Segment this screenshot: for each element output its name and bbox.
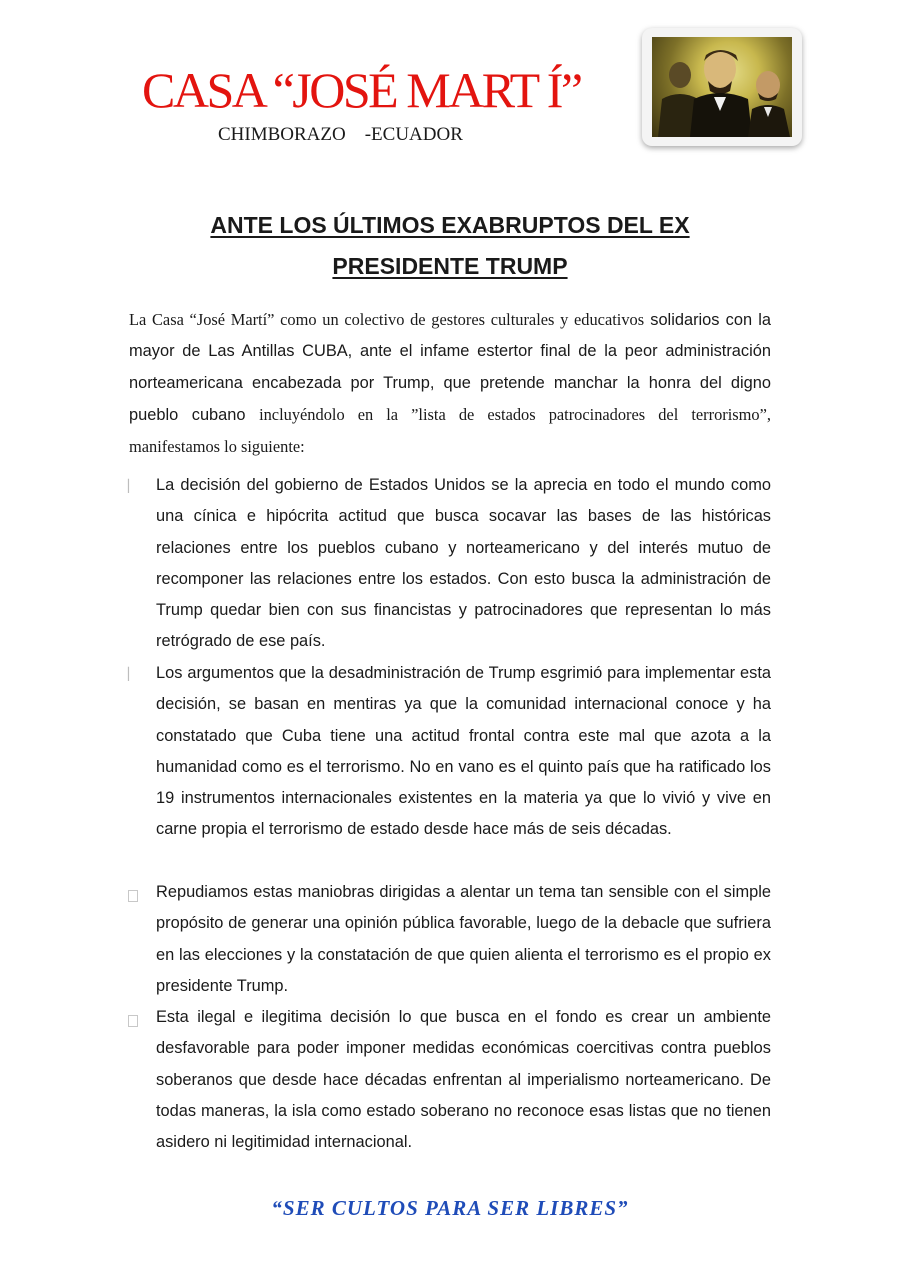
headline-line-1: ANTE LOS ÚLTIMOS EXABRUPTOS DEL EX xyxy=(210,212,690,238)
bullet-icon: ▏ xyxy=(128,479,138,493)
bullet-icon xyxy=(128,1015,138,1027)
intro-paragraph xyxy=(129,304,771,463)
logo-subtitle xyxy=(218,124,463,146)
portrait-photo-frame xyxy=(642,28,802,146)
portrait-figures-icon xyxy=(652,37,792,137)
declaration-item: Repudiamos estas maniobras dirigidas a alentar un tema tan sensible con el simple propósito de generar una opinión pública favorable, luego de la debacle que sufriera en las elecciones y la constatación de que quien alienta el terrorismo es el propio ex presidente Trump. xyxy=(156,883,771,995)
declaration-item: Esta ilegal e ilegitima decisión lo que busca en el fondo es crear un ambiente desfavorable para poder imponer medidas económicas coercitivas contra pueblos soberanos que desde hace décadas enfrentan al imperialismo norteamericano. De todas maneras, la isla como estado soberano no reconoce esas listas que no tienen asidero ni legitimidad internacional. xyxy=(156,1008,771,1152)
location-country: -ECUADOR xyxy=(364,124,463,145)
declaration-item: Los argumentos que la desadministración de Trump esgrimió para implementar esta decisión, se basan en mentiras ya que la comunidad internacional conoce y ha constatado que Cuba tiene una actitud frontal contra este mal que azota a la humanidad como es el terrorismo. No en vano es el quinto país que ha ratificado los 19 instrumentos internacionales existentes en la materia ya que lo vivió y vive en carne propia el terrorismo de estado desde hace más de seis décadas. xyxy=(156,664,771,839)
bullet-icon xyxy=(128,890,138,902)
document-headline xyxy=(120,205,780,287)
location-city: CHIMBORAZO xyxy=(218,124,346,145)
declaration-item: La decisión del gobierno de Estados Unidos se la aprecia en todo el mundo como una cínica e hipócrita actitud que busca socavar las bases de las históricas relaciones entre los pueblos cubano y norteamericano y del interés mutuo de recomponer las relaciones entre los estados. Con esto busca la administración de Trump quedar bien con sus financistas y patrocinadores que representan lo más retrógrado de ese país. xyxy=(156,476,771,651)
headline-line-2: PRESIDENTE TRUMP xyxy=(332,253,568,279)
footer-motto: “SER CULTOS PARA SER LIBRES” xyxy=(271,1196,629,1220)
intro-part-3: incluyéndolo en la ”lista de estados patrocinadores del terrorismo”, manifestamos lo siguiente: xyxy=(129,404,771,457)
logo-title: CASA “JOSÉ MART Í” xyxy=(142,62,581,118)
intro-part-1: La Casa “José Martí” como un colectivo de gestores culturales y educativos xyxy=(129,310,645,329)
intro-part-2: solidarios con la mayor de Las Antillas CUBA, ante el infame estertor final de la peor administración norteamericana encabezada por Trump, que pretende manchar la honra del digno pueblo cubano xyxy=(129,311,771,424)
bullet-icon: ▏ xyxy=(128,667,138,681)
portrait-photo-icon xyxy=(652,37,792,137)
